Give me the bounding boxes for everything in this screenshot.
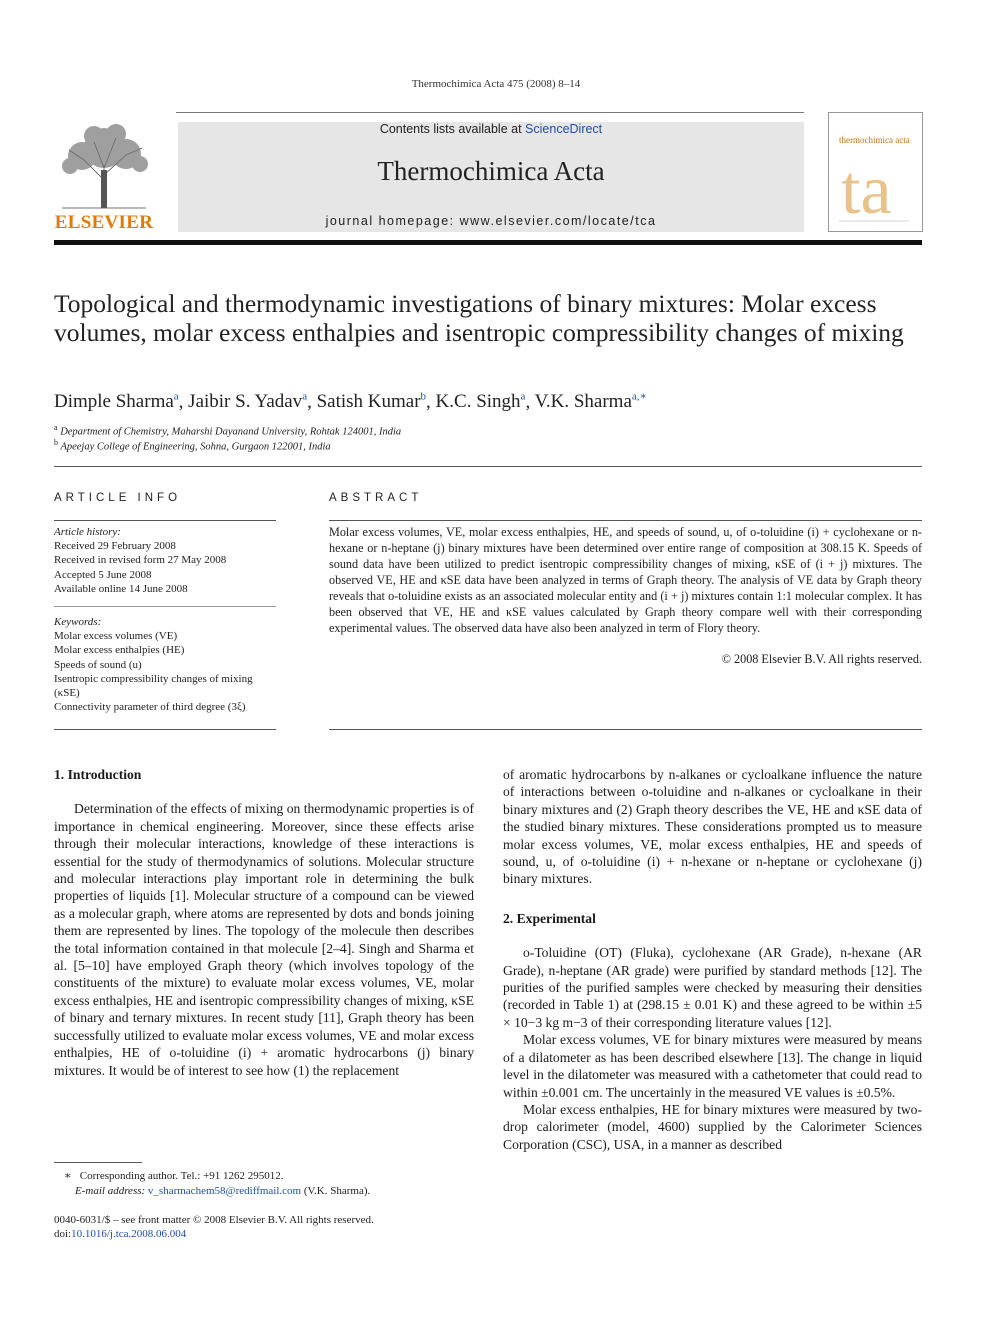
abstract-text: Molar excess volumes, VE, molar excess enthalpies, HE, and speeds of sound, u, of o-toluidine (i) + cyclohexane or n-hexane or n-heptane (j) binary mixtures have been determined over entire range of composition at 308.15 K. Speeds of sound data have been utilized to predict isentropic compressibility changes of mixing, κSE of (i + j) mixtures. The observed VE, HE and κSE data have been analyzed in terms of Graph theory. The analysis of VE data by Graph theory reveals that o-toluidine exists as an associated molecular entity and (i + j) mixtures contain 1:1 molecular complex. It has been observed that VE, HE and κSE values calculated by Graph theory compare well with their corresponding experimental values. The observed data have also been analyzed in term of Flory theory. bbox=[329, 525, 922, 635]
body-left-column bbox=[54, 766, 474, 1079]
author: K.C. Singh$^a$ bbox=[435, 391, 526, 413]
cover-title: thermochimica acta bbox=[839, 135, 910, 145]
abstract-copyright: © 2008 Elsevier B.V. All rights reserved. bbox=[721, 652, 922, 666]
sciencedirect-link[interactable]: ScienceDirect bbox=[525, 122, 603, 136]
abstract-end-rule bbox=[329, 729, 922, 730]
keyword: Molar excess volumes (VE) bbox=[54, 630, 178, 643]
author: Jaibir S. Yadav$^a$ bbox=[188, 391, 308, 413]
experimental-paragraph: o-Toluidine (OT) (Fluka), cyclohexane (AR Grade), n-hexane (AR Grade), n-heptane (AR grade) were purified by standard methods [12]. The purities of the purified samples were checked by measuring their densities (recorded in Table 1) at (298.15 ± 0.01 K) and these agreed to be within ±5 × 10−3 kg m−3 of their corresponding literature values [12]. bbox=[503, 945, 922, 1030]
cover-letters: ta bbox=[841, 152, 892, 229]
experimental-paragraph: Molar excess volumes, VE for binary mixtures were measured by means of a dilatometer as has been described elsewhere [13]. The change in liquid level in the dilatometer was measured with a cathetometer that could read to within ±0.001 cm. The uncertainly in the measured VE values is ±0.5%. bbox=[503, 1032, 922, 1100]
keyword: Connectivity parameter of third degree (3ξ) bbox=[54, 701, 246, 714]
abstract-rule bbox=[329, 520, 922, 521]
body-right-column bbox=[503, 766, 922, 1153]
abstract-heading: ABSTRACT bbox=[329, 492, 423, 504]
keywords-rule bbox=[54, 606, 276, 607]
journal-homepage[interactable]: journal homepage: www.elsevier.com/locate/tca bbox=[325, 214, 657, 228]
contents-line bbox=[178, 122, 804, 136]
author-list: Dimple Sharma$^a$, Jaibir S. Yadav$^a$, Satish Kumar$^b$, K.C. Singh$^a$, V.K. Sharma$^{a,∗}$ bbox=[54, 391, 648, 413]
article-history: Article history: Received 29 February 2008 Received in revised form 27 May 2008 Accepted 5 June 2008 Available online 14 June 2008 bbox=[54, 526, 227, 595]
author: Satish Kumar$^b$ bbox=[316, 391, 427, 413]
keyword: Molar excess enthalpies (HE) bbox=[54, 644, 185, 657]
author: Dimple Sharma$^a$ bbox=[54, 391, 179, 413]
article-info-end-rule bbox=[54, 729, 276, 730]
intro-paragraph-continued: of aromatic hydrocarbons by n-alkanes or cycloalkane influence the nature of interactions between o-toluidine and n-alkanes or cycloalkane in their binary mixtures and (2) Graph theory describes the VE, HE and κSE data of the studied binary mixtures. These considerations prompted us to measure molar excess volumes, VE, molar excess enthalpies, HE and speeds of sound, u, of o-toluidine (i) + n-hexane or n-heptane or cyclohexane (j) binary mixtures. bbox=[503, 767, 922, 887]
elsevier-wordmark: ELSEVIER bbox=[54, 212, 154, 233]
journal-cover-thumbnail bbox=[828, 112, 923, 232]
contents-prefix: Contents lists available at bbox=[379, 122, 522, 136]
front-matter-info: 0040-6031/$ – see front matter © 2008 Elsevier B.V. All rights reserved. doi:10.1016/j.tca.2008.06.004 bbox=[54, 1214, 374, 1240]
keyword: Speeds of sound (u) bbox=[54, 658, 142, 671]
author: V.K. Sharma$^{a,∗}$ bbox=[534, 391, 648, 413]
journal-reference: Thermochimica Acta 475 (2008) 8–14 bbox=[411, 78, 581, 90]
header-top-rule bbox=[176, 112, 804, 113]
intro-paragraph: Determination of the effects of mixing on thermodynamic properties is of importance in chemical engineering. Moreover, since these effects arise through their molecular interactions, knowledge of these interactions is essential for the study of thermodynamics of solutions. Molecular structure and molecular interactions play important role in determining the bulk properties of liquids [1]. Molecular structure of a compound can be viewed as a molecular graph, where atoms are represented by dots and bonds joining them are represented by lines. The topology of the molecule then describes the total information contained in that molecule [2–4]. Singh and Sharma et al. [5–10] have employed Graph theory (which involves topology of the constituents of the mixture) to evaluate molar excess volumes, VE, molar excess enthalpies, HE and isentropic compressibility changes of mixing, κSE of binary and ternary mixtures. In recent study [11], Graph theory has been successfully utilized to evaluate molar excess volumes, VE and molar excess enthalpies, HE of o-toluidine (i) + aromatic hydrocarbons (j) binary mixtures. It would be of interest to see how (1) the replacement bbox=[54, 801, 474, 1078]
experimental-heading: 2. Experimental bbox=[503, 910, 596, 926]
doi-link[interactable]: 10.1016/j.tca.2008.06.004 bbox=[71, 1228, 187, 1240]
article-info-heading: ARTICLE INFO bbox=[54, 492, 182, 504]
section-divider bbox=[54, 466, 922, 467]
affiliation-a: $^a$ Department of Chemistry, Maharshi Dayanand University, Rohtak 124001, India bbox=[54, 423, 402, 438]
keyword: Isentropic compressibility changes of mixing (κSE) bbox=[54, 672, 253, 700]
header-bottom-rule bbox=[54, 240, 922, 245]
corresponding-author-footnote: ∗ Corresponding author. Tel.: +91 1262 295012. E-mail address: v_sharmachem58@rediffmail.com (V.K. Sharma). bbox=[64, 1170, 371, 1197]
intro-heading: 1. Introduction bbox=[54, 767, 142, 782]
keywords: Keywords: Molar excess volumes (VE) Molar excess enthalpies (HE) Speeds of sound (u) Isentropic compressibility changes of mixing (κSE) Connectivity parameter of third degree (3ξ) bbox=[54, 615, 276, 714]
article-title: Topological and thermodynamic investigations of binary mixtures: Molar excess volumes, molar excess enthalpies and isentropic compressibility changes of mixing bbox=[54, 289, 904, 347]
article-info-rule bbox=[54, 520, 276, 521]
journal-title: Thermochimica Acta bbox=[377, 156, 605, 186]
email-link[interactable]: v_sharmachem58@rediffmail.com bbox=[147, 1184, 302, 1197]
footnote-rule bbox=[54, 1162, 142, 1163]
affiliation-b: $^b$ Apeejay College of Engineering, Sohna, Gurgaon 122001, India bbox=[54, 438, 331, 453]
experimental-paragraph: Molar excess enthalpies, HE for binary mixtures were measured by two-drop calorimeter (model, 4600) supplied by the Calorimeter Sciences Corporation (CSC), USA, in a manner as described bbox=[503, 1101, 922, 1152]
